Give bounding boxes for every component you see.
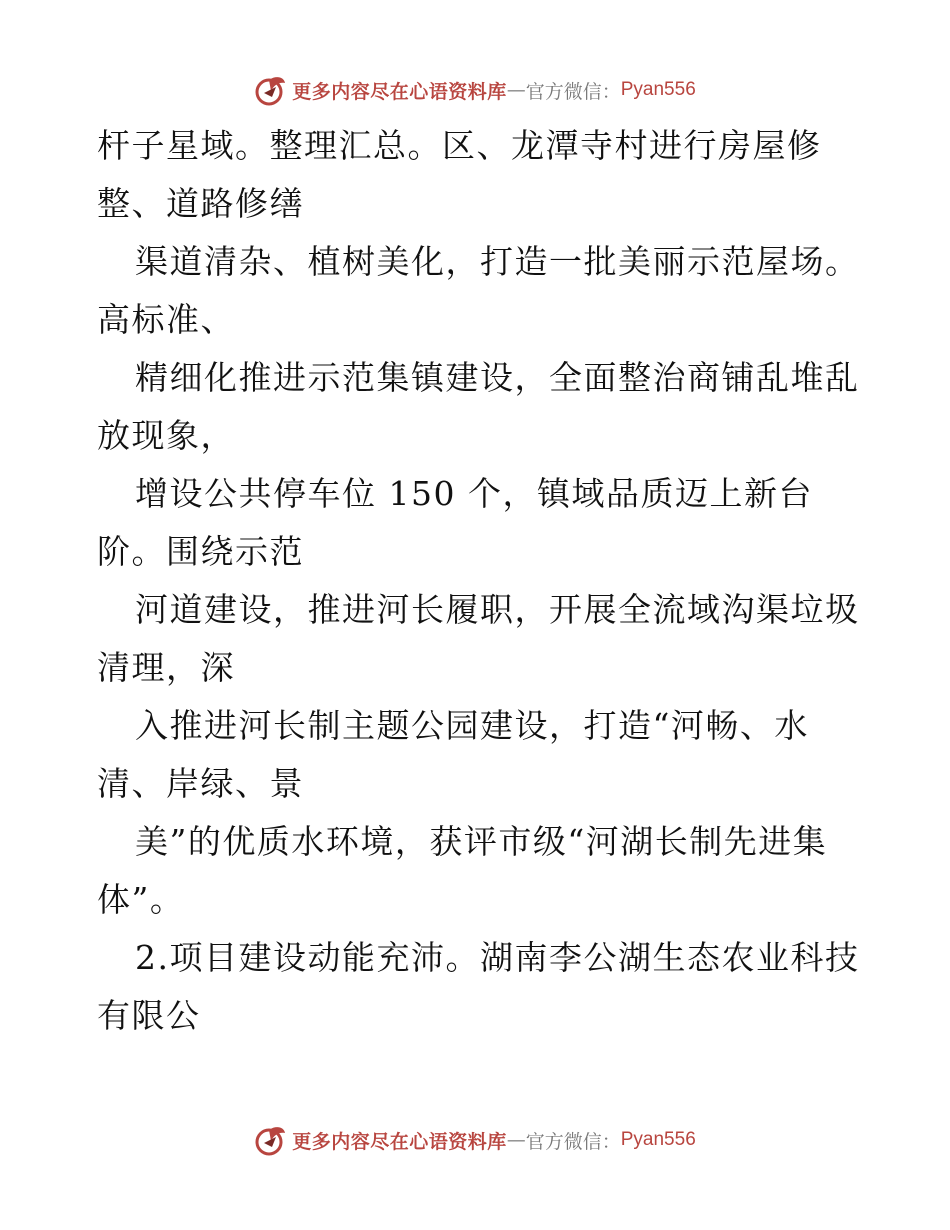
header-watermark (0, 70, 950, 110)
watermark-main-text: 更多内容尽在心语资料库 (292, 80, 507, 103)
body-line: 体”。 (97, 880, 185, 919)
body-line: 整、道路修缮 (97, 184, 304, 223)
flame-leaf-logo-icon (254, 73, 288, 107)
body-line: 增设公共停车位 150 个，镇域品质迈上新台 (135, 474, 813, 513)
body-line: 有限公 (97, 996, 201, 1035)
body-line: 放现象， (97, 416, 235, 455)
body-line: 精细化推进示范集镇建设，全面整治商铺乱堆乱 (135, 358, 860, 397)
watermark-dash: — (506, 79, 526, 101)
document-body (97, 117, 897, 1045)
body-line: 入推进河长制主题公园建设，打造“河畅、水 (135, 706, 809, 745)
watermark-main-text: 更多内容尽在心语资料库 (292, 1130, 507, 1153)
body-line: 美”的优质水环境，获评市级“河湖长制先进集 (135, 822, 828, 861)
body-line: 阶。围绕示范 (97, 532, 304, 571)
watermark-wechat-id: Pyan556 (620, 1129, 696, 1150)
body-line: 杆子星域。整理汇总。区、龙潭寺村进行房屋修 (97, 126, 822, 165)
watermark-label: 官方微信： (525, 1130, 621, 1153)
footer-watermark (0, 1120, 950, 1160)
body-line: 清、岸绿、景 (97, 764, 304, 803)
body-line: 河道建设，推进河长履职，开展全流域沟渠垃圾 (135, 590, 860, 629)
body-line: 2.项目建设动能充沛。湖南李公湖生态农业科技 (135, 938, 860, 977)
watermark-dash: — (506, 1129, 526, 1151)
body-line: 清理，深 (97, 648, 235, 687)
flame-leaf-logo-icon (254, 1123, 288, 1157)
body-line: 渠道清杂、植树美化，打造一批美丽示范屋场。 (135, 242, 860, 281)
watermark-label: 官方微信： (525, 80, 621, 103)
body-line: 高标准、 (97, 300, 235, 339)
watermark-wechat-id: Pyan556 (620, 79, 696, 100)
